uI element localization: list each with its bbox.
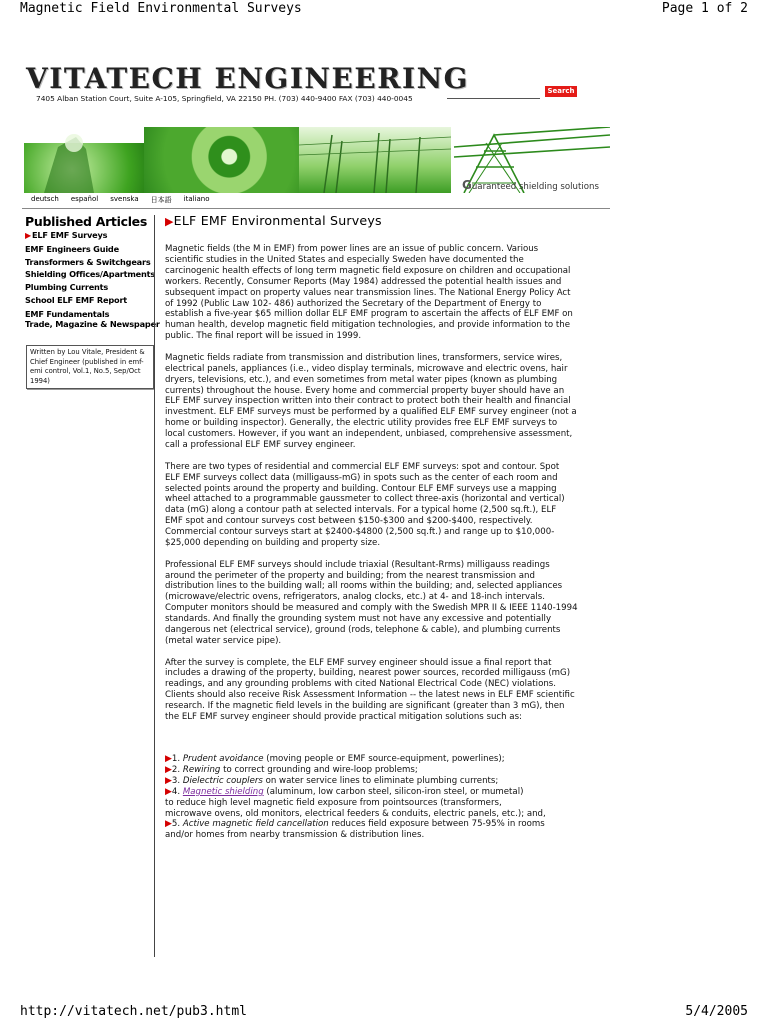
- print-header-title: Magnetic Field Environmental Surveys: [20, 1, 302, 16]
- header-divider: [22, 208, 610, 209]
- sidebar-item-emf-engineers-guide[interactable]: EMF Engineers Guide: [25, 243, 119, 254]
- mitigation-term: Rewiring: [182, 764, 221, 775]
- site-address: 7405 Alban Station Court, Suite A-105, Springfield, VA 22150 PH. (703) 440-9400 FAX (703) 440-0045: [36, 94, 413, 103]
- mitigation-text: (moving people or EMF source-equipment, powerlines);: [263, 754, 505, 764]
- mitigation-term: Active magnetic field cancellation: [182, 819, 329, 830]
- sidebar-item-transformers[interactable]: Transformers & Switchgears: [25, 256, 151, 267]
- mitigation-item-3: [165, 776, 610, 787]
- mitigation-item-1: [165, 754, 610, 765]
- mitigation-text: (aluminum, low carbon steel, silicon-iron steel, or mumetal) to reduce high level magnetic field exposure from pointsources (transformers, microwave ovens, old monitors, electrical feeders & conduits, electric panels, etc.); and,: [165, 786, 546, 819]
- sidebar-item-school-report[interactable]: School ELF EMF Report: [25, 294, 128, 305]
- article-paragraph: There are two types of residential and commercial ELF EMF surveys: spot and contour. Spot ELF EMF surveys collect data (milligauss-mG) in spots such as the center of each room and selected points around the property and building. Contour ELF EMF surveys use a mapping wheel attached to a programmable gaussmeter to collect three-axis (horizontal and vertical) data (mG) along a contour path at selected intervals. For a typical home (2,500 sq.ft.), ELF EMF spot and contour surveys cost between $150-$300 and $200-$400, respectively. Commercial contour surveys start at $2400-$4800 (2,500 sq.ft.) and range up to $10,000- $25,000 depending on building and property size.: [165, 461, 565, 549]
- mitigation-number: 5.: [171, 819, 181, 830]
- print-footer-date: 5/4/2005: [685, 1004, 748, 1019]
- article: [165, 213, 610, 841]
- tagline-initial: G: [462, 178, 472, 192]
- mitigation-number: 2.: [171, 764, 181, 775]
- lang-link-svenska[interactable]: svenska: [110, 195, 139, 203]
- play-arrow-icon: ▶: [165, 775, 172, 786]
- play-arrow-icon: ▶: [165, 754, 172, 764]
- article-title: [165, 213, 610, 228]
- print-header-page: Page 1 of 2: [661, 1, 748, 16]
- mitigation-number: 1.: [171, 754, 181, 764]
- mitigation-term: Prudent avoidance: [182, 754, 264, 764]
- mitigation-text: reduces field exposure between 75-95% in rooms and/or homes from nearby transmission & distribution lines.: [165, 819, 545, 841]
- sidebar-title: Published Articles: [25, 214, 148, 229]
- mitigation-text: on water service lines to eliminate plumbing currents;: [262, 775, 499, 786]
- play-arrow-icon: ▶: [165, 215, 174, 228]
- magnetic-shielding-link[interactable]: Magnetic shielding: [182, 786, 264, 797]
- article-title-text: ELF EMF Environmental Surveys: [173, 213, 382, 228]
- tagline-text: uaranteed shielding solutions: [471, 182, 599, 192]
- play-arrow-icon: ▶: [165, 786, 172, 797]
- mitigation-number: 4.: [171, 786, 181, 797]
- play-arrow-icon: ▶: [25, 231, 31, 240]
- sidebar-item-trade-magazine[interactable]: Trade, Magazine & Newspaper: [25, 318, 160, 329]
- site-logo[interactable]: VITATECH ENGINEERING: [26, 62, 470, 95]
- play-arrow-icon: ▶: [165, 819, 172, 830]
- sidebar-item-elf-emf-surveys[interactable]: [25, 229, 153, 243]
- mitigation-text: to correct grounding and wire-loop problems;: [220, 764, 418, 775]
- mitigation-term: Dielectric couplers: [182, 775, 263, 786]
- sidebar-item-shielding[interactable]: Shielding Offices/Apartments: [25, 269, 156, 280]
- search-button[interactable]: Search: [545, 86, 577, 97]
- sidebar-item-emf-fundamentals[interactable]: EMF Fundamentals: [25, 308, 110, 319]
- article-paragraph: Magnetic fields radiate from transmission and distribution lines, transformers, service wires, electrical panels, appliances (i.e., video display terminals, microwave and electric ovens, hair dryers, televisions, etc.), and even sometimes from metal water pipes (known as plumbing currents) throughout the house. Every home and commercial property buyer should have an ELF EMF survey inspection written into their contract to protect both their health and financial investment. ELF EMF surveys must be performed by a qualified ELF EMF survey engineer (not a home or building inspector). Generally, the electric utility provides free ELF EMF surveys to local customers. However, if you want an independent, unbiased, comprehensive assessment, call a professional ELF EMF survey engineer.: [165, 352, 577, 451]
- mitigation-item-5: [165, 819, 610, 841]
- mitigation-list: [165, 754, 610, 841]
- mitigation-item-4: [165, 787, 610, 820]
- article-paragraph: Professional ELF EMF surveys should include triaxial (Resultant-Rrms) milligauss readings around the perimeter of the property and building; from the nearest transmission and distribution lines to the building wall; all rooms within the building; and, selected appliances (microwave/electric ovens, refrigerators, analog clocks, etc.) at 4- and 18-inch intervals. Computer monitors should be measured and comply with the Swedish MPR II & IEEE 1140-1994 standards. And finally the grounding system must not have any excessive and potentially dangerous net (electrical service), ground (rods, telephone & cable), and plumbing currents (metal water service pipe).: [165, 559, 578, 646]
- play-arrow-icon: ▶: [165, 764, 172, 775]
- article-paragraph: Magnetic fields (the M in EMF) from power lines are an issue of public concern. Various scientific studies in the United States and especially Sweden have documented the carcinogenic health effects of long term magnetic field exposure on children and occupational workers. Recently, Consumer Reports (May 1984) addressed the potential health issues and subsequent impact on property values near transmission lines. The National Energy Policy Act of 1992 (Public Law 102- 486) authorized the Secretary of the Department of Energy to establish a five-year $65 million dollar ELF EMF program to ascertain the affects of ELF EMF on human health, develop magnetic field mitigation technologies, and provide information to the public. The final report will be issued in 1999.: [165, 244, 573, 342]
- mitigation-item-2: [165, 765, 610, 776]
- sidebar-item-plumbing-currents[interactable]: Plumbing Currents: [25, 282, 109, 293]
- column-divider: [154, 215, 155, 957]
- lang-link-italiano[interactable]: italiano: [183, 195, 210, 203]
- search-input[interactable]: [447, 88, 540, 99]
- lang-link-deutsch[interactable]: deutsch: [31, 195, 59, 203]
- language-links: [31, 195, 210, 205]
- article-paragraph: After the survey is complete, the ELF EMF survey engineer should issue a final report that includes a drawing of the property, building, nearest power sources, recorded milligauss (mG) readings, and any grounding problems with cited National Electrical Code (NEC) violations. Clients should also receive Risk Assessment Information -- the latest news in ELF EMF scientific research. If the magnetic field levels in the building are significant (greater than 3 mG), then the ELF EMF survey engineer should provide practical mitigation solutions such as:: [165, 657, 575, 723]
- tagline: [462, 178, 599, 192]
- author-note: Written by Lou Vitale, President & Chief Engineer (published in emf-emi control, Vol.1, No.5, Sep/Oct 1994): [26, 345, 154, 389]
- print-footer-url: http://vitatech.net/pub3.html: [20, 1004, 247, 1019]
- print-header: [20, 1, 748, 16]
- lang-link-japanese[interactable]: 日本語: [150, 196, 172, 204]
- sidebar-item-label: ELF EMF Surveys: [31, 230, 108, 240]
- print-footer: [20, 1004, 748, 1019]
- mitigation-number: 3.: [171, 775, 181, 786]
- sidebar: [25, 214, 160, 329]
- lang-link-espanol[interactable]: español: [70, 195, 99, 203]
